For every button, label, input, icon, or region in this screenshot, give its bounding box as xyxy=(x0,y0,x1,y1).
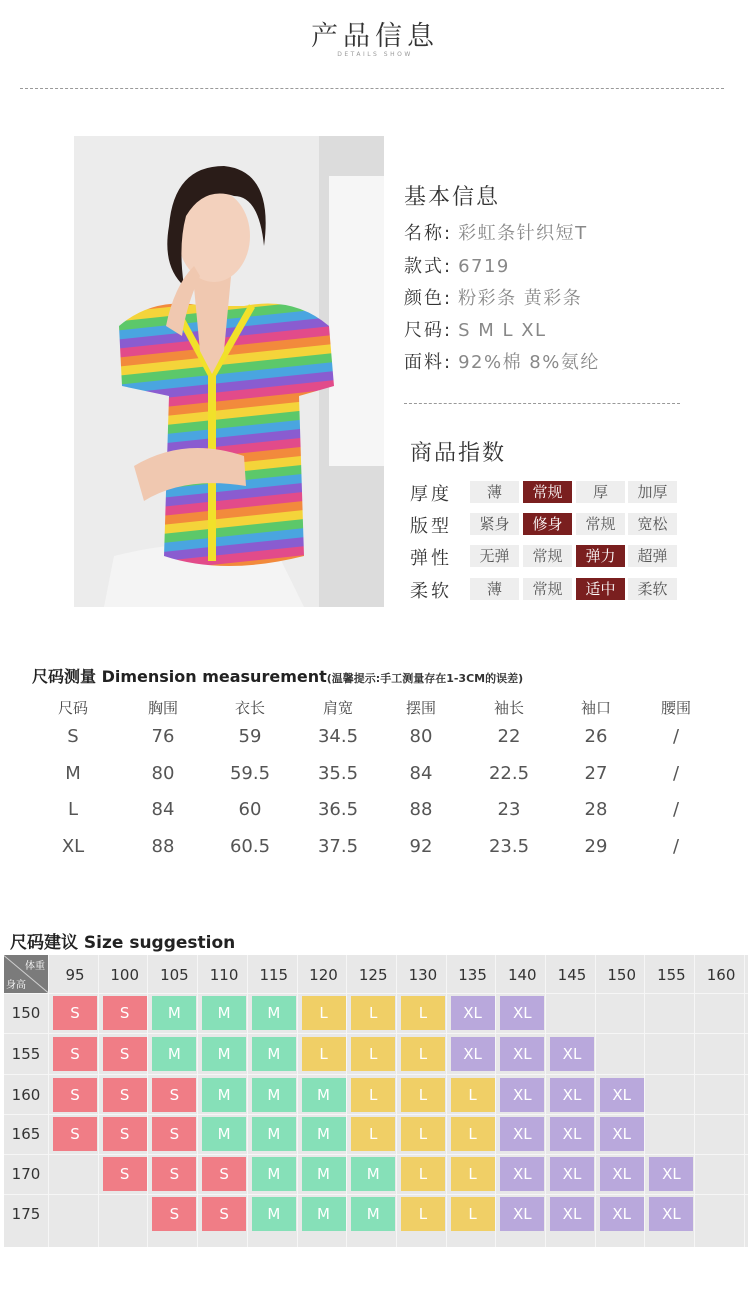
dimension-cell: 23 xyxy=(497,799,521,820)
info-divider xyxy=(404,403,680,404)
basic-info-heading: 基本信息 xyxy=(404,185,501,210)
dimension-header: 衣长 xyxy=(234,699,265,717)
index-label: 弹性 xyxy=(410,548,452,569)
size-cell-s: S xyxy=(202,1157,246,1191)
weight-column-header: 115 xyxy=(259,966,289,984)
weight-column-header: 125 xyxy=(358,966,388,984)
index-option: 加厚 xyxy=(628,481,677,503)
size-cell-s: S xyxy=(152,1197,196,1231)
dimension-cell: / xyxy=(672,836,680,857)
size-cell-l: L xyxy=(401,1197,445,1231)
weight-axis-label: 体重 xyxy=(25,961,45,972)
info-row-fabric xyxy=(404,348,600,374)
size-cell-m: M xyxy=(202,1037,246,1071)
size-cell-s: S xyxy=(152,1117,196,1151)
dimension-header: 肩宽 xyxy=(322,699,353,717)
size-cell-m: M xyxy=(252,1157,296,1191)
grid-line xyxy=(4,1114,748,1115)
size-cell-xl: XL xyxy=(649,1157,693,1191)
grid-line xyxy=(4,1154,748,1155)
dimension-cell: 60 xyxy=(238,799,262,820)
grid-line xyxy=(4,1074,748,1075)
size-cell-xl: XL xyxy=(600,1157,644,1191)
grid-line xyxy=(4,993,748,994)
size-cell-s: S xyxy=(53,1078,97,1112)
dimension-cell: M xyxy=(65,763,81,784)
size-cell-xl: XL xyxy=(550,1117,594,1151)
size-cell-m: M xyxy=(302,1157,346,1191)
size-cell-xl: XL xyxy=(500,996,544,1030)
size-cell-xl: XL xyxy=(500,1157,544,1191)
size-cell-xl: XL xyxy=(451,1037,495,1071)
index-option: 常规 xyxy=(523,578,572,600)
weight-column-header: 140 xyxy=(507,966,537,984)
dimension-cell: 92 xyxy=(409,836,433,857)
grid-line xyxy=(247,955,248,1247)
height-row-header: 155 xyxy=(11,1045,41,1063)
size-cell-m: M xyxy=(252,996,296,1030)
size-cell-l: L xyxy=(302,1037,346,1071)
size-cell-l: L xyxy=(451,1078,495,1112)
size-cell-l: L xyxy=(401,1117,445,1151)
grid-line xyxy=(98,955,99,1247)
dimension-cell: 88 xyxy=(151,836,175,857)
size-cell-s: S xyxy=(103,1037,147,1071)
weight-column-header: 95 xyxy=(65,966,85,984)
size-cell-l: L xyxy=(302,996,346,1030)
dimension-cell: 84 xyxy=(151,799,175,820)
index-option: 宽松 xyxy=(628,513,677,535)
dimension-header: 腰围 xyxy=(660,699,691,717)
size-cell-s: S xyxy=(103,996,147,1030)
dimension-header: 袖口 xyxy=(580,699,611,717)
weight-column-header: 120 xyxy=(309,966,338,984)
height-row-header: 150 xyxy=(11,1004,41,1022)
height-row-header: 165 xyxy=(11,1125,41,1143)
weight-column-header: 150 xyxy=(607,966,636,984)
dimension-header: 摆围 xyxy=(405,699,436,717)
dimension-header: 胸围 xyxy=(147,699,178,717)
dimension-cell: 37.5 xyxy=(317,836,359,857)
dimension-cell: 36.5 xyxy=(317,799,359,820)
info-label: 名称: xyxy=(404,223,453,244)
grid-line xyxy=(694,955,695,1247)
size-cell-xl: XL xyxy=(500,1117,544,1151)
index-option: 常规 xyxy=(523,545,572,567)
height-row-header: 170 xyxy=(11,1165,41,1183)
info-row-color xyxy=(404,284,582,310)
size-cell-xl: XL xyxy=(451,996,495,1030)
size-cell-s: S xyxy=(103,1117,147,1151)
dimension-cell: 29 xyxy=(584,836,608,857)
size-cell-xl: XL xyxy=(600,1117,644,1151)
dimension-cell: 80 xyxy=(409,726,433,747)
size-cell-l: L xyxy=(351,996,395,1030)
index-option: 紧身 xyxy=(470,513,519,535)
size-cell-xl: XL xyxy=(600,1078,644,1112)
size-cell-l: L xyxy=(451,1157,495,1191)
size-cell-s: S xyxy=(53,1037,97,1071)
size-cell-m: M xyxy=(202,1078,246,1112)
size-cell-xl: XL xyxy=(649,1197,693,1231)
info-label: 面料: xyxy=(404,352,453,373)
grid-line xyxy=(396,955,397,1247)
page-subtitle: DETAILS SHOW xyxy=(337,51,413,58)
grid-line xyxy=(346,955,347,1247)
info-label: 尺码: xyxy=(404,320,453,341)
size-cell-m: M xyxy=(302,1197,346,1231)
dimension-cell: 60.5 xyxy=(229,836,271,857)
index-option: 超弹 xyxy=(628,545,677,567)
size-cell-xl: XL xyxy=(550,1197,594,1231)
product-index-heading: 商品指数 xyxy=(410,441,507,466)
dimension-cell: 80 xyxy=(151,763,175,784)
size-cell-m: M xyxy=(252,1078,296,1112)
dimension-cell: 59 xyxy=(238,726,262,747)
dimension-cell: / xyxy=(672,763,680,784)
page-title: 产品信息 xyxy=(311,21,439,52)
model-illustration xyxy=(74,136,384,607)
weight-column-header: 160 xyxy=(706,966,736,984)
weight-column-header: 145 xyxy=(557,966,587,984)
dimension-cell: 88 xyxy=(409,799,433,820)
size-cell-l: L xyxy=(351,1117,395,1151)
grid-line xyxy=(495,955,496,1247)
index-option-selected: 修身 xyxy=(523,513,572,535)
size-cell-xl: XL xyxy=(550,1078,594,1112)
grid-line xyxy=(147,955,148,1247)
dimension-cell: 34.5 xyxy=(317,726,359,747)
weight-column-header: 105 xyxy=(160,966,189,984)
index-label: 柔软 xyxy=(410,581,452,602)
dimension-cell: 22.5 xyxy=(488,763,530,784)
grid-line xyxy=(297,955,298,1247)
size-cell-m: M xyxy=(252,1037,296,1071)
size-cell-m: M xyxy=(152,996,196,1030)
size-cell-m: M xyxy=(302,1078,346,1112)
index-option-selected: 适中 xyxy=(576,578,625,600)
height-row-header: 160 xyxy=(11,1086,41,1104)
size-cell-l: L xyxy=(351,1037,395,1071)
size-cell-xl: XL xyxy=(550,1157,594,1191)
size-cell-m: M xyxy=(302,1117,346,1151)
size-cell-m: M xyxy=(152,1037,196,1071)
info-label: 颜色: xyxy=(404,288,453,309)
size-cell-l: L xyxy=(351,1078,395,1112)
info-row-size xyxy=(404,316,547,342)
dimension-title-text: 尺码测量 Dimension measurement xyxy=(32,667,327,686)
info-value: S M L XL xyxy=(458,320,547,341)
dimension-cell: 23.5 xyxy=(488,836,530,857)
dimension-cell: 84 xyxy=(409,763,433,784)
dimension-cell: 22 xyxy=(497,726,521,747)
size-cell-s: S xyxy=(103,1157,147,1191)
size-cell-s: S xyxy=(103,1078,147,1112)
weight-column-header: 110 xyxy=(209,966,239,984)
size-cell-l: L xyxy=(451,1117,495,1151)
size-cell-l: L xyxy=(451,1197,495,1231)
size-cell-xl: XL xyxy=(550,1037,594,1071)
dimension-cell: XL xyxy=(61,836,85,857)
index-option: 柔软 xyxy=(628,578,677,600)
height-axis-label: 身高 xyxy=(6,980,26,991)
weight-column-header: 135 xyxy=(458,966,487,984)
dimension-note: (温馨提示:手工测量存在1-3CM的误差) xyxy=(326,672,524,685)
size-cell-m: M xyxy=(351,1197,395,1231)
dimension-cell: 28 xyxy=(584,799,608,820)
grid-line xyxy=(4,1033,748,1034)
size-cell-xl: XL xyxy=(500,1197,544,1231)
index-option: 薄 xyxy=(470,578,519,600)
grid-line xyxy=(595,955,596,1247)
info-value: 彩虹条针织短T xyxy=(458,223,588,244)
size-cell-m: M xyxy=(351,1157,395,1191)
index-option: 厚 xyxy=(576,481,625,503)
size-cell-m: M xyxy=(202,1117,246,1151)
size-cell-l: L xyxy=(401,1037,445,1071)
weight-column-header: 130 xyxy=(408,966,438,984)
dimension-cell: L xyxy=(67,799,79,820)
height-row-header: 175 xyxy=(11,1205,41,1223)
info-value: 6719 xyxy=(458,256,510,277)
grid-line xyxy=(48,955,49,1247)
grid-line xyxy=(744,955,745,1247)
size-cell-l: L xyxy=(401,1078,445,1112)
info-value: 92%棉 8%氨纶 xyxy=(458,352,600,373)
index-option: 常规 xyxy=(576,513,625,535)
size-suggestion-title: 尺码建议 Size suggestion xyxy=(10,933,236,953)
size-cell-s: S xyxy=(53,996,97,1030)
dimension-cell: 26 xyxy=(584,726,608,747)
index-label: 版型 xyxy=(410,516,452,537)
grid-line xyxy=(446,955,447,1247)
index-option-selected: 弹力 xyxy=(576,545,625,567)
dimension-cell: 76 xyxy=(151,726,175,747)
dimension-cell: 27 xyxy=(584,763,608,784)
size-cell-xl: XL xyxy=(600,1197,644,1231)
info-value: 粉彩条 黄彩条 xyxy=(458,288,583,309)
dimension-cell: S xyxy=(67,726,79,747)
grid-line xyxy=(644,955,645,1247)
dimension-cell: / xyxy=(672,799,680,820)
index-label: 厚度 xyxy=(410,484,452,505)
dimension-cell: / xyxy=(672,726,680,747)
size-cell-l: L xyxy=(401,996,445,1030)
info-row-name xyxy=(404,219,588,245)
grid-line xyxy=(197,955,198,1247)
dimension-header: 尺码 xyxy=(57,699,88,717)
size-cell-l: L xyxy=(401,1157,445,1191)
index-option-selected: 常规 xyxy=(523,481,572,503)
size-cell-xl: XL xyxy=(500,1037,544,1071)
size-cell-s: S xyxy=(202,1197,246,1231)
dimension-header: 袖长 xyxy=(493,699,524,717)
index-option: 无弹 xyxy=(470,545,519,567)
grid-line xyxy=(4,1194,748,1195)
dimension-cell: 59.5 xyxy=(229,763,271,784)
header-divider xyxy=(20,88,724,89)
weight-column-header: 155 xyxy=(657,966,686,984)
product-photo xyxy=(74,136,384,607)
index-option: 薄 xyxy=(470,481,519,503)
info-row-style xyxy=(404,252,510,278)
size-cell-s: S xyxy=(53,1117,97,1151)
size-cell-m: M xyxy=(202,996,246,1030)
grid-line xyxy=(545,955,546,1247)
size-cell-m: M xyxy=(252,1197,296,1231)
size-cell-s: S xyxy=(152,1078,196,1112)
size-cell-m: M xyxy=(252,1117,296,1151)
grid-corner-header xyxy=(4,955,48,993)
info-label: 款式: xyxy=(404,256,453,277)
dimension-title xyxy=(32,664,523,687)
weight-column-header: 100 xyxy=(110,966,139,984)
size-cell-s: S xyxy=(152,1157,196,1191)
dimension-cell: 35.5 xyxy=(317,763,359,784)
size-cell-xl: XL xyxy=(500,1078,544,1112)
